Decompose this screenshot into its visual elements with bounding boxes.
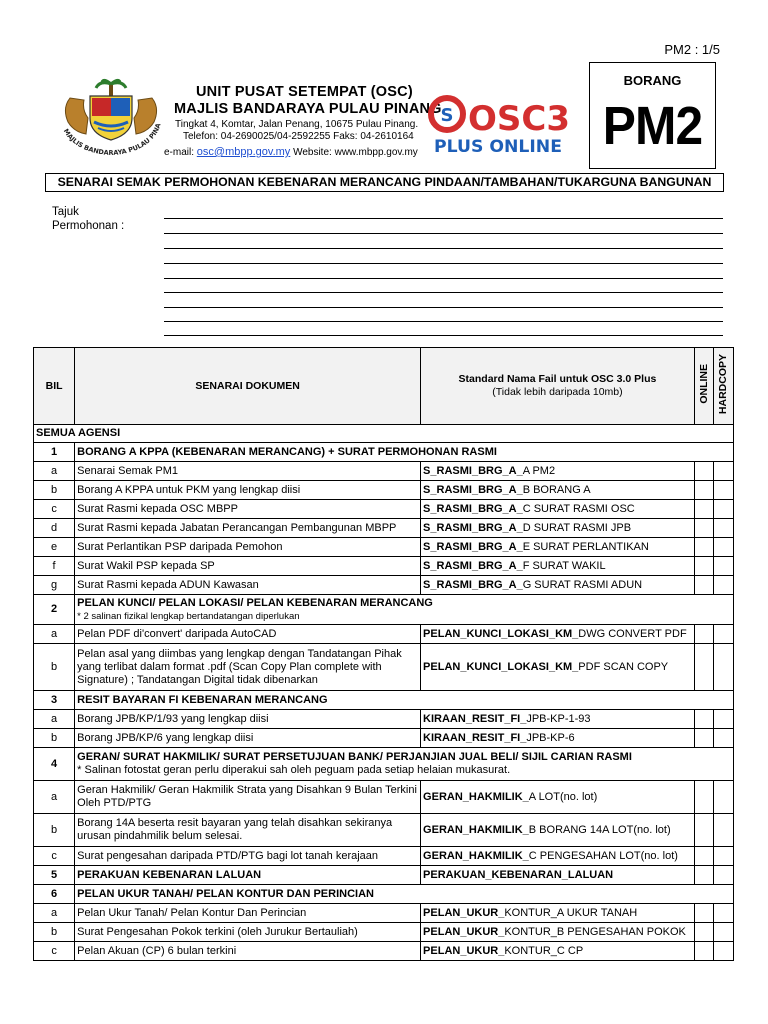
item-standard-filename <box>421 644 695 691</box>
checklist-item-row <box>34 625 734 644</box>
section-number: 1 <box>34 443 75 462</box>
mbpp-crest-logo <box>52 78 170 160</box>
checklist-item-row <box>34 557 734 576</box>
filename-suffix: D SURAT RASMI JPB <box>522 521 632 534</box>
online-checkbox[interactable] <box>694 710 714 729</box>
section-number: 3 <box>34 691 75 710</box>
filename-prefix: PELAN_KUNCI_LOKASI_KM_ <box>423 627 579 640</box>
hardcopy-checkbox[interactable] <box>714 557 734 576</box>
tajuk-label <box>52 205 124 233</box>
filename-prefix: S_RASMI_BRG_A_ <box>423 521 523 534</box>
online-checkbox[interactable] <box>694 481 714 500</box>
filename-prefix: PELAN_UKUR_ <box>423 925 505 938</box>
section-note: * 2 salinan fizikal lengkap bertandatangan diperlukan <box>77 610 300 622</box>
item-document: Surat Pengesahan Pokok terkini (oleh Jurukur Bertauliah) <box>75 923 421 942</box>
online-checkbox[interactable] <box>694 923 714 942</box>
section-number: 2 <box>34 595 75 625</box>
filename-prefix: S_RASMI_BRG_A_ <box>423 502 523 515</box>
filename-suffix: B BORANG 14A LOT(no. lot) <box>528 823 671 836</box>
checklist-title: SENARAI SEMAK PERMOHONAN KEBENARAN MERANCANG PINDAAN/TAMBAHAN/TUKARGUNA BANGUNAN <box>45 173 724 192</box>
item-bil: a <box>34 781 75 814</box>
online-checkbox[interactable] <box>694 814 714 847</box>
org-name-title: MAJLIS BANDARAYA PULAU PINANG <box>174 101 442 117</box>
section-title <box>75 866 421 885</box>
hardcopy-checkbox[interactable] <box>714 538 734 557</box>
filename-prefix: S_RASMI_BRG_A_ <box>423 483 523 496</box>
filename-suffix: B BORANG A <box>522 483 591 496</box>
website-text: www.mbpp.gov.my <box>334 147 418 158</box>
filename-prefix: PELAN_KUNCI_LOKASI_KM_ <box>423 660 579 673</box>
filename-prefix: GERAN_HAKMILIK_ <box>423 849 529 862</box>
header-senarai-dokumen: SENARAI DOKUMEN <box>75 348 421 425</box>
filename-suffix: A LOT(no. lot) <box>528 790 598 803</box>
item-standard-filename <box>421 500 695 519</box>
item-document: Borang JPB/KP/1/93 yang lengkap diisi <box>75 710 421 729</box>
online-checkbox[interactable] <box>694 781 714 814</box>
form-code: PM2 <box>602 96 703 156</box>
item-document: Surat Wakil PSP kepada SP <box>75 557 421 576</box>
hardcopy-checkbox[interactable] <box>714 710 734 729</box>
item-document: Borang A KPPA untuk PKM yang lengkap diisi <box>75 481 421 500</box>
org-contact <box>164 146 418 158</box>
filename-prefix: S_RASMI_BRG_A_ <box>423 464 523 477</box>
item-standard-filename <box>421 904 695 923</box>
hardcopy-checkbox[interactable] <box>714 576 734 595</box>
online-checkbox[interactable] <box>694 500 714 519</box>
header-bil: BIL <box>34 348 75 425</box>
online-checkbox[interactable] <box>694 847 714 866</box>
hardcopy-checkbox[interactable] <box>714 625 734 644</box>
hardcopy-checkbox[interactable] <box>714 481 734 500</box>
item-document: Surat Rasmi kepada OSC MBPP <box>75 500 421 519</box>
header-standard-nama-fail <box>421 348 695 425</box>
header-online-text: ONLINE <box>697 364 710 404</box>
section-title <box>75 885 734 904</box>
checklist-item-row <box>34 462 734 481</box>
checklist-item-row <box>34 729 734 748</box>
item-bil: b <box>34 644 75 691</box>
section-title-text: BORANG A KPPA (KEBENARAN MERANCANG) + SURAT PERMOHONAN RASMI <box>77 445 497 458</box>
item-bil: b <box>34 481 75 500</box>
item-document: Pelan asal yang diimbas yang lengkap dengan Tandatangan Pihak yang terlibat dalam format .pdf (Scan Copy Plan complete with Signature) ; Tandatangan Digital tidak dibenarkan <box>75 644 421 691</box>
item-bil: f <box>34 557 75 576</box>
item-document: Surat pengesahan daripada PTD/PTG bagi lot tanah kerajaan <box>75 847 421 866</box>
filename-prefix: S_RASMI_BRG_A_ <box>423 559 523 572</box>
item-standard-filename <box>421 729 695 748</box>
online-checkbox[interactable] <box>694 576 714 595</box>
osc3-plus-online-logo <box>428 92 568 156</box>
section-note: * Salinan fotostat geran perlu diperakui sah oleh peguam pada setiap helaian mukasurat. <box>77 764 511 776</box>
item-standard-filename <box>421 625 695 644</box>
item-bil: c <box>34 942 75 961</box>
hardcopy-checkbox[interactable] <box>714 814 734 847</box>
item-document: Surat Rasmi kepada Jabatan Perancangan Pembangunan MBPP <box>75 519 421 538</box>
checklist-item-row <box>34 781 734 814</box>
filename-prefix: GERAN_HAKMILIK_ <box>423 790 529 803</box>
filename-prefix: KIRAAN_RESIT_FI_ <box>423 712 527 725</box>
filename-suffix: KONTUR_C CP <box>504 944 584 957</box>
item-document: Senarai Semak PM1 <box>75 462 421 481</box>
item-standard-filename <box>421 557 695 576</box>
checklist-item-row <box>34 814 734 847</box>
item-bil: b <box>34 814 75 847</box>
logo-sub-text: PLUS ONLINE <box>434 137 562 156</box>
tajuk-input-line[interactable] <box>164 335 723 336</box>
item-document: Geran Hakmilik/ Geran Hakmilik Strata yang Disahkan 9 Bulan Terkini Oleh PTD/PTG <box>75 781 421 814</box>
online-checkbox[interactable] <box>694 462 714 481</box>
hardcopy-checkbox[interactable] <box>714 462 734 481</box>
checklist-item-row <box>34 538 734 557</box>
item-standard-filename <box>421 814 695 847</box>
item-document: Borang JPB/KP/6 yang lengkap diisi <box>75 729 421 748</box>
section-row <box>34 748 734 781</box>
tajuk-label-line2: Permohonan : <box>52 220 125 232</box>
checklist-item-row <box>34 519 734 538</box>
filename-suffix: E SURAT PERLANTIKAN <box>522 540 649 553</box>
section-title-text: PERAKUAN KEBENARAN LALUAN <box>77 868 262 881</box>
page-number: PM2 : 1/5 <box>664 42 720 57</box>
section-title-text: PELAN KUNCI/ PELAN LOKASI/ PELAN KEBENARAN MERANCANG <box>77 596 433 609</box>
item-bil: b <box>34 729 75 748</box>
checklist-table <box>33 347 734 961</box>
checklist-item-row <box>34 644 734 691</box>
tajuk-input-line[interactable] <box>164 307 723 308</box>
hardcopy-checkbox[interactable] <box>714 500 734 519</box>
item-bil: c <box>34 847 75 866</box>
form-label: BORANG <box>623 73 682 88</box>
item-standard-filename <box>421 481 695 500</box>
item-bil: d <box>34 519 75 538</box>
online-checkbox[interactable] <box>694 904 714 923</box>
filename-suffix: KONTUR_B PENGESAHAN POKOK <box>504 925 686 938</box>
org-unit-title: UNIT PUSAT SETEMPAT (OSC) <box>196 84 413 100</box>
item-bil: c <box>34 500 75 519</box>
checklist-item-row <box>34 481 734 500</box>
hardcopy-checkbox[interactable] <box>714 942 734 961</box>
email-link[interactable]: osc@mbpp.gov.my <box>196 146 291 158</box>
filename-prefix: S_RASMI_BRG_A_ <box>423 540 523 553</box>
section-number: 6 <box>34 885 75 904</box>
tajuk-input-line[interactable] <box>164 233 723 234</box>
org-address: Tingkat 4, Komtar, Jalan Penang, 10675 Pulau Pinang. <box>175 119 419 130</box>
tajuk-input-line[interactable] <box>164 278 723 279</box>
crest-ribbon-text: MAJLIS BANDARAYA PULAU PINA <box>61 122 163 157</box>
item-bil: a <box>34 904 75 923</box>
online-checkbox[interactable] <box>694 557 714 576</box>
checklist-item-row <box>34 576 734 595</box>
hardcopy-checkbox[interactable] <box>714 904 734 923</box>
filename-prefix: PELAN_UKUR_ <box>423 906 505 919</box>
online-checkbox[interactable] <box>694 519 714 538</box>
filename-suffix: C PENGESAHAN LOT(no. lot) <box>528 849 678 862</box>
item-standard-filename <box>421 519 695 538</box>
org-phone: Telefon: 04-2690025/04-2592255 Faks: 04-2610164 <box>183 131 414 142</box>
header-standard-title: Standard Nama Fail untuk OSC 3.0 Plus <box>458 373 657 385</box>
checklist-item-row <box>34 500 734 519</box>
section-row <box>34 885 734 904</box>
item-bil: a <box>34 462 75 481</box>
section-title-text: RESIT BAYARAN FI KEBENARAN MERANCANG <box>77 693 328 706</box>
form-code-box <box>589 62 716 169</box>
item-document: Surat Rasmi kepada ADUN Kawasan <box>75 576 421 595</box>
section-standard-filename: PERAKUAN_KEBENARAN_LALUAN <box>421 866 695 885</box>
online-checkbox[interactable] <box>694 866 714 885</box>
tajuk-input-line[interactable] <box>164 248 723 249</box>
hardcopy-checkbox[interactable] <box>714 729 734 748</box>
header-hardcopy-text: HARDCOPY <box>717 353 730 415</box>
tajuk-input-line[interactable] <box>164 263 723 264</box>
section-title <box>75 748 734 781</box>
checklist-item-row <box>34 904 734 923</box>
item-bil: g <box>34 576 75 595</box>
filename-suffix: PDF SCAN COPY <box>578 660 669 673</box>
item-standard-filename <box>421 538 695 557</box>
filename-suffix: KONTUR_A UKUR TANAH <box>504 906 638 919</box>
agency-label: SEMUA AGENSI <box>34 425 734 443</box>
header-online <box>694 348 714 425</box>
section-row <box>34 443 734 462</box>
item-bil: e <box>34 538 75 557</box>
item-bil: a <box>34 710 75 729</box>
tajuk-label-line1: Tajuk <box>52 206 79 218</box>
item-standard-filename <box>421 576 695 595</box>
item-bil: a <box>34 625 75 644</box>
filename-prefix: PELAN_UKUR_ <box>423 944 505 957</box>
filename-suffix: F SURAT WAKIL <box>522 559 606 572</box>
item-document: Surat Perlantikan PSP daripada Pemohon <box>75 538 421 557</box>
tajuk-input-line[interactable] <box>164 321 723 322</box>
hardcopy-checkbox[interactable] <box>714 781 734 814</box>
filename-suffix: C SURAT RASMI OSC <box>522 502 635 515</box>
item-document: Borang 14A beserta resit bayaran yang telah disahkan sekiranya urusan pindahmilik belum selesai. <box>75 814 421 847</box>
filename-prefix: S_RASMI_BRG_A_ <box>423 578 523 591</box>
tajuk-input-line[interactable] <box>164 292 723 293</box>
online-checkbox[interactable] <box>694 644 714 691</box>
hardcopy-checkbox[interactable] <box>714 644 734 691</box>
item-standard-filename <box>421 781 695 814</box>
section-number: 4 <box>34 748 75 781</box>
online-checkbox[interactable] <box>694 538 714 557</box>
item-standard-filename <box>421 847 695 866</box>
filename-suffix: G SURAT RASMI ADUN <box>522 578 643 591</box>
filename-suffix: A PM2 <box>522 464 556 477</box>
item-document: Pelan Ukur Tanah/ Pelan Kontur Dan Perincian <box>75 904 421 923</box>
checklist-item-row <box>34 942 734 961</box>
hardcopy-checkbox[interactable] <box>714 519 734 538</box>
email-label: e-mail: <box>164 147 195 158</box>
filename-prefix: GERAN_HAKMILIK_ <box>423 823 529 836</box>
hardcopy-checkbox[interactable] <box>714 923 734 942</box>
tajuk-input-line[interactable] <box>164 218 723 219</box>
section-title <box>75 443 734 462</box>
header-hardcopy <box>714 348 734 425</box>
checklist-item-row <box>34 923 734 942</box>
item-standard-filename <box>421 923 695 942</box>
svg-text:S: S <box>440 105 454 126</box>
checklist-item-row <box>34 710 734 729</box>
item-standard-filename <box>421 710 695 729</box>
agency-row <box>34 425 734 443</box>
logo-main-text: OSC3 <box>468 99 568 139</box>
item-document: Pelan PDF di'convert' daripada AutoCAD <box>75 625 421 644</box>
header-standard-note: (Tidak lebih daripada 10mb) <box>492 386 623 398</box>
section-title <box>75 691 734 710</box>
online-checkbox[interactable] <box>694 625 714 644</box>
filename-suffix: DWG CONVERT PDF <box>578 627 687 640</box>
item-standard-filename <box>421 942 695 961</box>
section-row <box>34 691 734 710</box>
section-row <box>34 866 734 885</box>
filename-suffix: JPB-KP-6 <box>526 731 575 744</box>
section-title-text: GERAN/ SURAT HAKMILIK/ SURAT PERSETUJUAN BANK/ PERJANJIAN JUAL BELI/ SIJIL CARIAN RASMI <box>77 751 632 763</box>
item-bil: b <box>34 923 75 942</box>
checklist-item-row <box>34 847 734 866</box>
section-number: 5 <box>34 866 75 885</box>
item-document: Pelan Akuan (CP) 6 bulan terkini <box>75 942 421 961</box>
hardcopy-checkbox[interactable] <box>714 847 734 866</box>
section-row <box>34 595 734 625</box>
filename-suffix: JPB-KP-1-93 <box>526 712 591 725</box>
table-header-row <box>34 348 734 425</box>
section-title-text: PELAN UKUR TANAH/ PELAN KONTUR DAN PERINCIAN <box>77 887 374 900</box>
section-title <box>75 595 734 625</box>
website-label: Website: <box>293 147 332 158</box>
item-standard-filename <box>421 462 695 481</box>
online-checkbox[interactable] <box>694 729 714 748</box>
online-checkbox[interactable] <box>694 942 714 961</box>
hardcopy-checkbox[interactable] <box>714 866 734 885</box>
filename-prefix: KIRAAN_RESIT_FI_ <box>423 731 527 744</box>
